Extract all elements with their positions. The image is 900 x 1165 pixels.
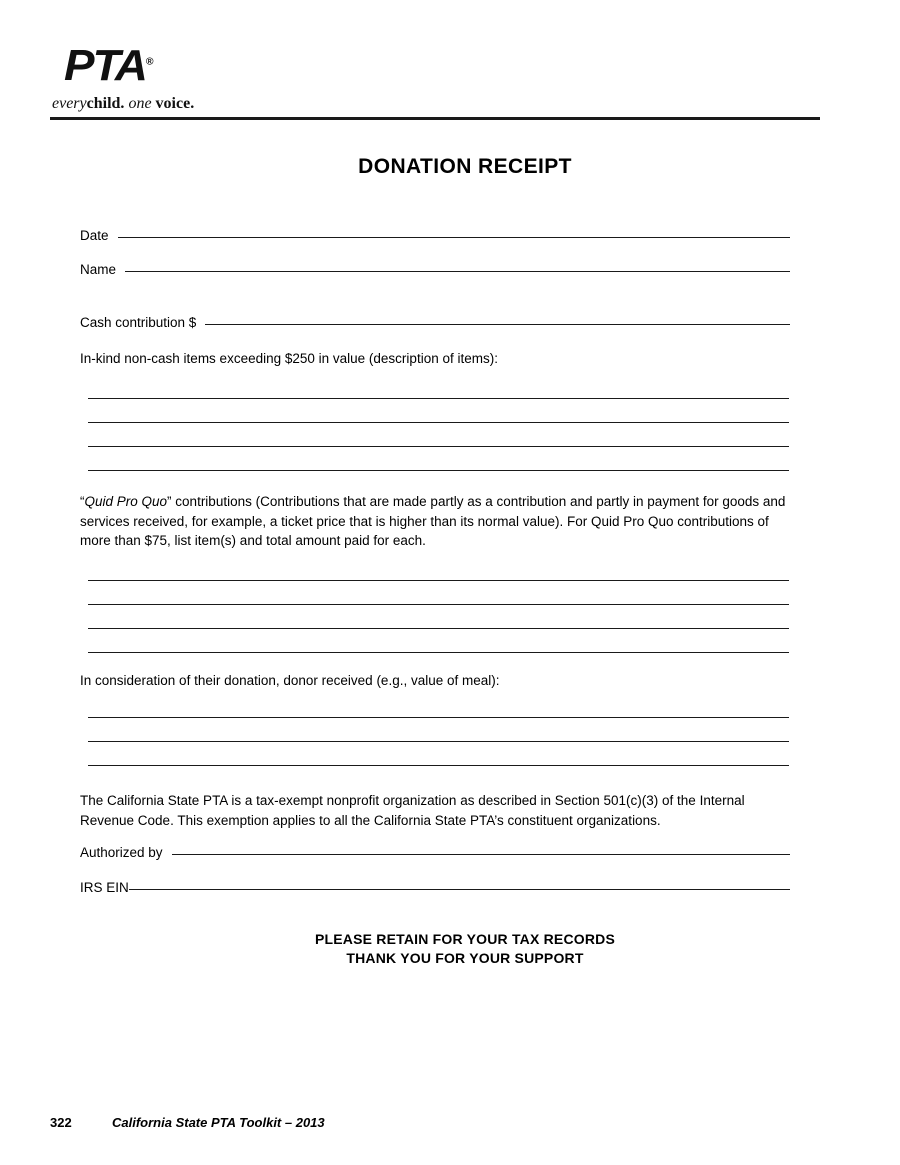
quid-pro-quo-term: Quid Pro Quo <box>84 494 168 509</box>
in-kind-line-1[interactable] <box>88 375 789 399</box>
irs-ein-input-line[interactable] <box>129 889 790 890</box>
name-input-line[interactable] <box>125 271 790 272</box>
consideration-line-2[interactable] <box>88 718 789 742</box>
name-label: Name <box>80 262 117 277</box>
pta-wordmark-text: PTA <box>64 41 146 90</box>
cash-contribution-label: Cash contribution $ <box>80 315 197 330</box>
in-kind-writing-lines <box>88 375 789 471</box>
registered-trademark-icon: ® <box>145 56 154 68</box>
date-input-line[interactable] <box>118 237 790 238</box>
tagline-every: every <box>52 95 87 112</box>
page-title: DONATION RECEIPT <box>358 155 572 178</box>
irs-ein-field-row <box>80 880 790 895</box>
consideration-line-1[interactable] <box>88 694 789 718</box>
in-kind-line-2[interactable] <box>88 399 789 423</box>
quid-line-2[interactable] <box>88 581 789 605</box>
quid-quote-close: ” <box>167 494 172 509</box>
consideration-line-3[interactable] <box>88 742 789 766</box>
tagline-voice: voice. <box>155 95 195 112</box>
in-kind-line-3[interactable] <box>88 423 789 447</box>
page-footer <box>50 1115 325 1130</box>
consideration-writing-lines <box>88 694 789 766</box>
pta-wordmark-icon <box>64 41 154 90</box>
closing-line-2: THANK YOU FOR YOUR SUPPORT <box>346 950 584 966</box>
tagline-child: child. <box>86 95 125 112</box>
footer-source-text: California State PTA Toolkit – 2013 <box>112 1115 325 1130</box>
authorized-by-input-line[interactable] <box>172 854 790 855</box>
irs-ein-label: IRS EIN <box>80 880 129 895</box>
in-kind-line-4[interactable] <box>88 447 789 471</box>
footer-page-number: 322 <box>50 1115 72 1130</box>
pta-tagline <box>52 95 350 113</box>
quid-pro-quo-writing-lines <box>88 557 789 653</box>
date-field-row <box>80 228 790 243</box>
quid-line-3[interactable] <box>88 605 789 629</box>
consideration-prompt: In consideration of their donation, donor received (e.g., value of meal): <box>80 673 500 688</box>
authorized-by-label: Authorized by <box>80 845 163 860</box>
in-kind-prompt: In-kind non-cash items exceeding $250 in value (description of items): <box>80 351 498 366</box>
quid-pro-quo-paragraph <box>80 492 786 551</box>
quid-line-4[interactable] <box>88 629 789 653</box>
tax-exempt-statement: The California State PTA is a tax-exempt nonprofit organization as described in Section 501(c)(3) of the Internal Revenue Code. This exemption applies to all the California State PTA’s constituent organizations. <box>80 793 745 828</box>
date-label: Date <box>80 228 109 243</box>
pta-logo <box>50 41 350 113</box>
cash-contribution-input-line[interactable] <box>205 324 790 325</box>
quid-pro-quo-body: contributions (Contributions that are made partly as a contribution and partly in payment for goods and services received, for example, a ticket price that is higher than its normal value). For Quid Pro Quo contributions of more than $75, list item(s) and total amount paid for each. <box>80 494 786 548</box>
quid-line-1[interactable] <box>88 557 789 581</box>
closing-message <box>0 930 900 968</box>
header-divider <box>50 117 820 120</box>
closing-line-1: PLEASE RETAIN FOR YOUR TAX RECORDS <box>314 931 616 947</box>
authorized-by-field-row <box>80 845 790 860</box>
quid-quote-open: “ <box>80 494 85 509</box>
tagline-one: one <box>128 95 152 112</box>
name-field-row <box>80 262 790 277</box>
cash-contribution-field-row <box>80 315 790 330</box>
